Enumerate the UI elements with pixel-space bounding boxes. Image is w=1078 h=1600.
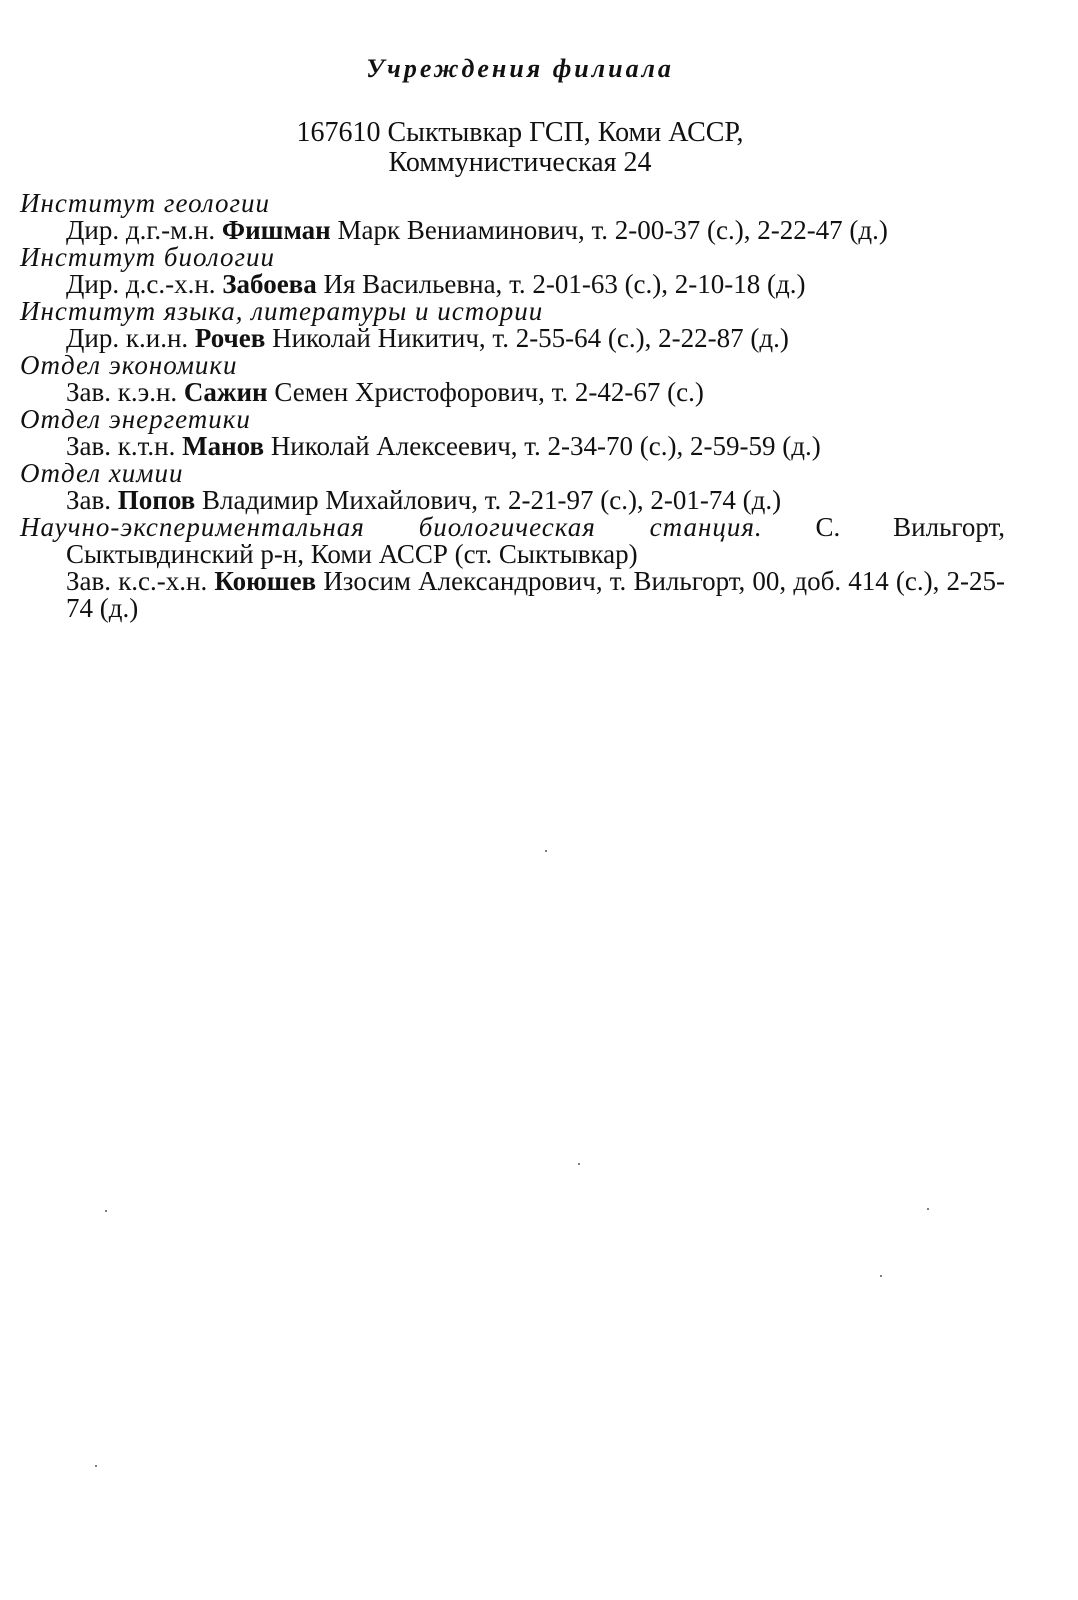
phones: т. 2-55-64 (с.), 2-22-87 (д.) — [492, 323, 789, 353]
given-names: Ия Васильевна, — [323, 269, 503, 299]
phones: т. 2-34-70 (с.), 2-59-59 (д.) — [524, 431, 821, 461]
scan-speck — [880, 1275, 882, 1277]
phones: т. 2-01-63 (с.), 2-10-18 (д.) — [509, 269, 806, 299]
degree: к.т.н. — [117, 431, 176, 461]
head-info — [20, 271, 1005, 298]
scan-speck — [545, 850, 547, 852]
surname: Забоева — [222, 269, 317, 299]
scan-speck — [578, 1163, 580, 1165]
institution-entry — [20, 244, 1005, 298]
surname: Манов — [182, 431, 265, 461]
phones: т. Вильгорт, 00, доб. 414 (с.), 2-25-74 (д.) — [66, 566, 1006, 623]
phones: т. 2-00-37 (с.), 2-22-47 (д.) — [591, 215, 888, 245]
degree: д.с.-х.н. — [125, 269, 216, 299]
institution-entry — [20, 298, 1005, 352]
surname: Попов — [117, 485, 196, 515]
unit-name: Отдел химии — [20, 458, 184, 488]
head-info — [20, 379, 1005, 406]
head-info — [20, 433, 1005, 460]
station-location: С. Вильгорт, Сыктывдинский р-н, Коми АССР (ст. Сыктывкар) — [66, 512, 1005, 569]
degree: к.с.-х.н. — [118, 566, 208, 596]
unit-name: Отдел энергетики — [20, 404, 251, 434]
station-name: Научно-экспериментальная биологическая станция. — [20, 512, 763, 542]
degree: к.и.н. — [125, 323, 189, 353]
surname: Сажин — [183, 377, 268, 407]
address-line-2: Коммунистическая 24 — [388, 147, 652, 178]
position: Зав. — [66, 485, 112, 515]
institution-entry — [20, 352, 1005, 406]
scan-speck — [927, 1208, 929, 1210]
page-heading: Учреждения филиала — [366, 54, 674, 83]
address-block — [0, 118, 1040, 178]
position: Дир. — [66, 323, 120, 353]
given-names: Изосим Александрович, — [323, 566, 603, 596]
head-info — [20, 487, 1005, 514]
unit-name: Институт геологии — [20, 188, 271, 218]
surname: Коюшев — [214, 566, 317, 596]
station-entry — [20, 514, 1005, 622]
position: Зав. — [66, 566, 112, 596]
scan-speck — [95, 1465, 97, 1467]
unit-name: Институт языка, литературы и истории — [20, 296, 544, 326]
position: Дир. — [66, 215, 120, 245]
institutions-list — [20, 190, 1005, 622]
surname: Фишман — [221, 215, 331, 245]
given-names: Владимир Михайлович, — [201, 485, 478, 515]
given-names: Марк Вениаминович, — [337, 215, 585, 245]
institution-entry — [20, 190, 1005, 244]
position: Дир. — [66, 269, 120, 299]
phones: т. 2-21-97 (с.), 2-01-74 (д.) — [484, 485, 782, 515]
surname: Рочев — [194, 323, 266, 353]
degree: к.э.н. — [117, 377, 178, 407]
given-names: Семен Христофорович, — [274, 377, 545, 407]
institution-entry — [20, 460, 1005, 514]
given-names: Николай Никитич, — [272, 323, 486, 353]
address-line-1: 167610 Сыктывкар ГСП, Коми АССР, — [296, 117, 744, 148]
head-info — [20, 325, 1005, 352]
institution-entry — [20, 406, 1005, 460]
station-header — [20, 514, 1005, 568]
degree: д.г.-м.н. — [125, 215, 216, 245]
unit-name: Отдел экономики — [20, 350, 238, 380]
scan-speck — [105, 1210, 107, 1212]
given-names: Николай Алексеевич, — [270, 431, 518, 461]
position: Зав. — [66, 431, 112, 461]
head-info — [20, 217, 1005, 244]
phones: т. 2-42-67 (с.) — [551, 377, 704, 407]
unit-name: Институт биологии — [20, 242, 275, 272]
head-info — [20, 568, 1005, 622]
position: Зав. — [66, 377, 112, 407]
